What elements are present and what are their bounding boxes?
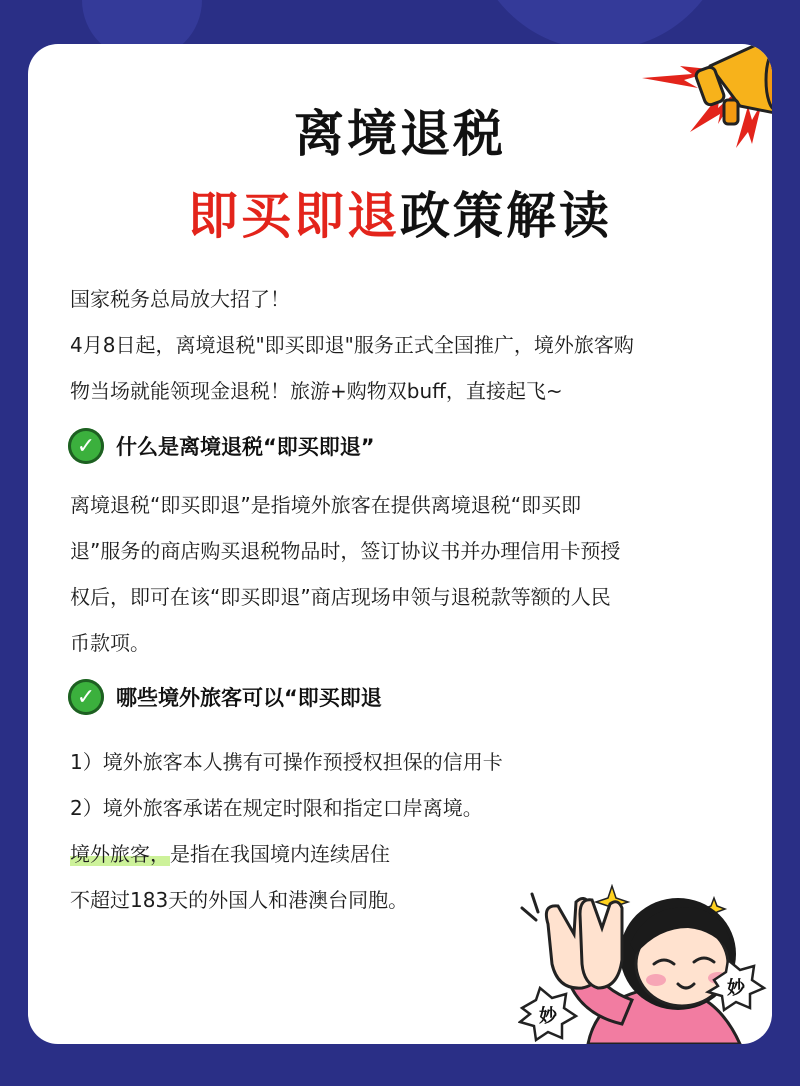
section-heading-what (68, 426, 375, 466)
definition-paragraph (70, 482, 740, 666)
definition-line: 退”服务的商店购买退税物品时，签订协议书并办理信用卡预授 (70, 539, 621, 563)
subtitle-highlight: 即买即退 (188, 187, 400, 245)
clapping-girl-illustration (518, 884, 772, 1044)
section-heading-who (68, 677, 382, 717)
check-circle-icon: ✓ (68, 679, 104, 715)
exclaim-text: 妙 (539, 1006, 557, 1027)
subtitle-rest: 政策解读 (400, 187, 612, 245)
list-item: 1）境外旅客本人携有可操作预授权担保的信用卡 (70, 750, 503, 774)
intro-line: 4月8日起，离境退税"即买即退"服务正式全国推广，境外旅客购 (70, 333, 634, 357)
page-title: 离境退税 (294, 105, 506, 163)
check-circle-icon: ✓ (68, 428, 104, 464)
hand-icon (580, 900, 622, 988)
note-text: 是指在我国境内连续居住 (170, 842, 390, 866)
section-heading-text: 什么是离境退税“即买即退” (116, 435, 375, 459)
intro-line: 物当场就能领现金退税！旅游+购物双buff，直接起飞~ (70, 379, 563, 403)
list-item: 2）境外旅客承诺在规定时限和指定口岸离境。 (70, 796, 483, 820)
intro-paragraph (70, 276, 740, 414)
intro-line: 国家税务总局放大招了！ (70, 287, 290, 311)
definition-line: 币款项。 (70, 631, 150, 655)
background-circle (470, 0, 730, 50)
content-card (28, 44, 772, 1044)
exclaim-text: 妙 (727, 978, 745, 999)
note-line (70, 831, 740, 877)
section-heading-text: 哪些境外旅客可以“即买即退 (116, 686, 382, 710)
definition-line: 权后，即可在该“即买即退”商店现场申领与退税款等额的人民 (70, 585, 611, 609)
page-subtitle (28, 176, 772, 248)
definition-line: 离境退税“即买即退”是指境外旅客在提供离境退税“即买即 (70, 493, 582, 517)
note-line: 不超过183天的外国人和港澳台同胞。 (70, 888, 409, 912)
megaphone-icon (640, 44, 772, 174)
note-highlight: 境外旅客， (70, 842, 170, 866)
